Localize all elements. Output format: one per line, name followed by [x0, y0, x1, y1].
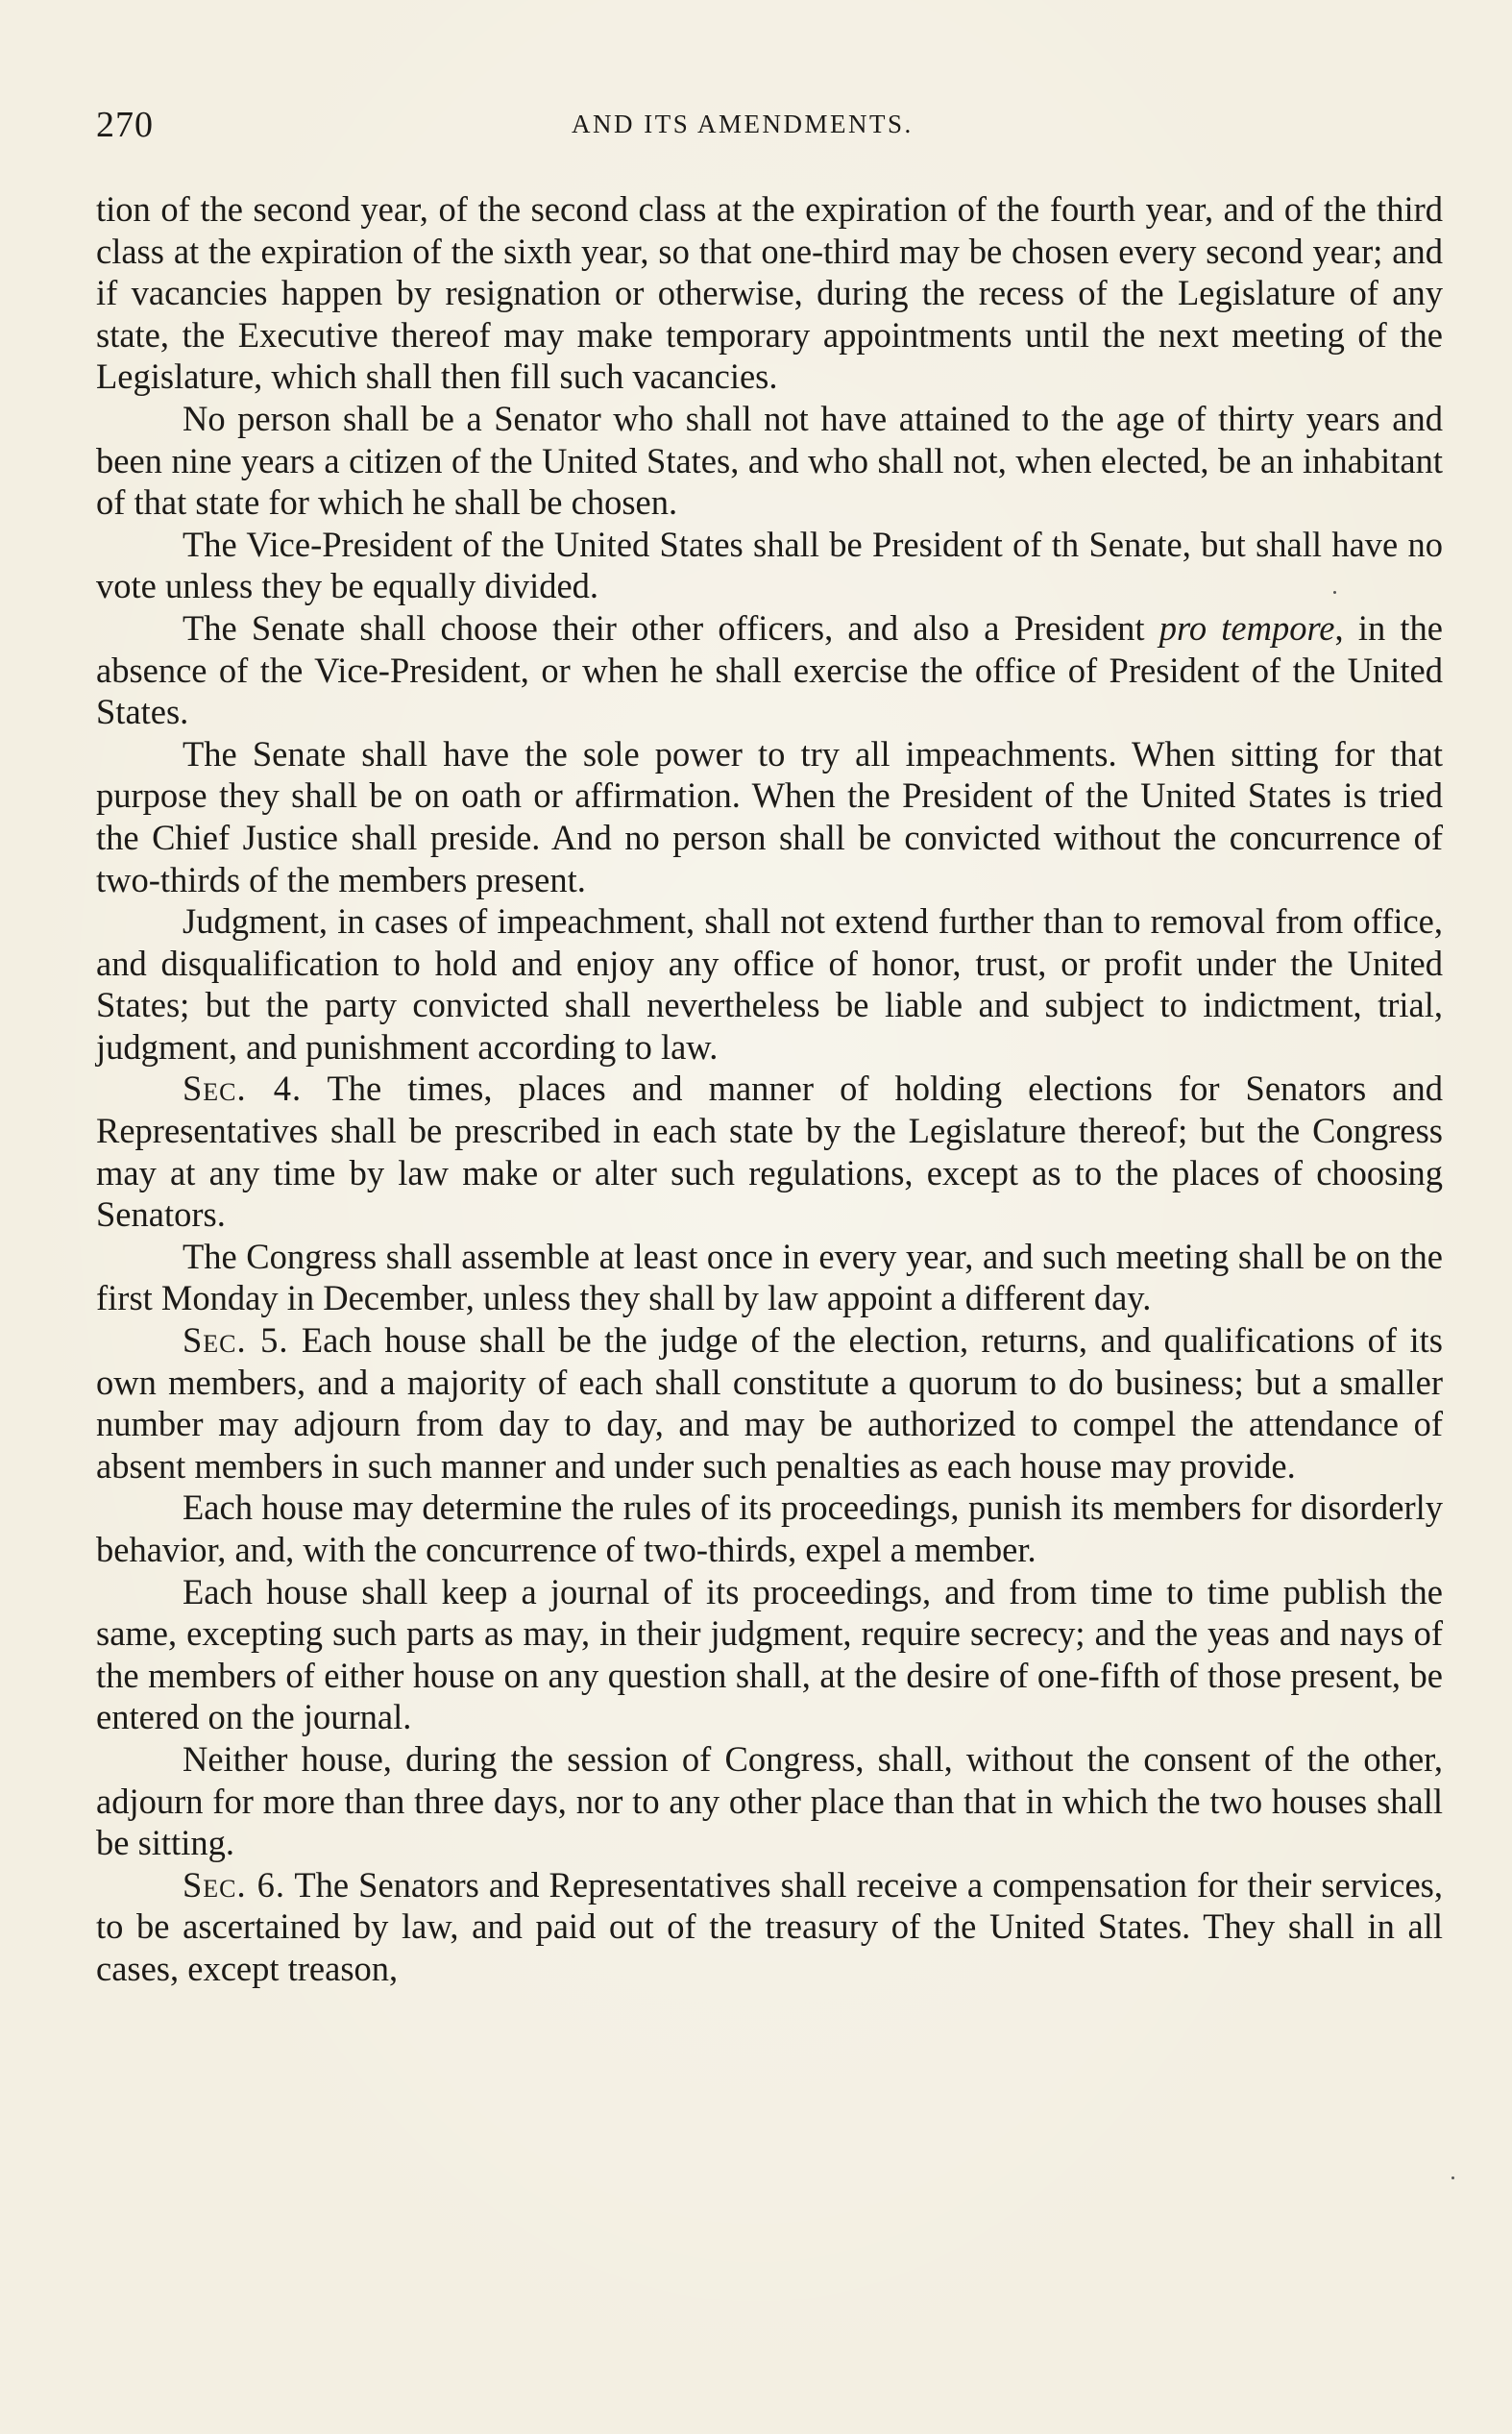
paragraph: [96, 607, 1443, 733]
running-header: [96, 104, 1441, 152]
paragraph: [96, 900, 1443, 1068]
paragraph-text: Judgment, in cases of impeachment, shall not extend further than to removal from office, and disqualification to hold and enjoy any office of honor, trust, or profit under the United States; but the party convicted shall nevertheless be liable and subject to indictment, trial, judgment, and punishment according to law.: [96, 901, 1443, 1067]
italic-phrase: pro tempore: [1158, 607, 1335, 648]
print-speck: [1333, 591, 1336, 594]
paragraph: [96, 733, 1443, 900]
section-label: Sec. 6.: [183, 1864, 286, 1905]
paragraph-text: The Senate shall have the sole power to try all impeachments. When sitting for that purpose they shall be on oath or affirmation. When the President of the United States is tried the Chief Justice shall preside. And no person shall be convicted without the concurrence of two-thirds of the members present.: [96, 733, 1443, 899]
paragraph-text: No person shall be a Senator who shall not have attained to the age of thirty years and been nine years a citizen of the United States, and who shall not, when elected, be an inhabitant of that state for which he shall be chosen.: [96, 398, 1443, 523]
section-paragraph: [96, 1864, 1443, 1990]
paragraph-text: The Congress shall assemble at least once in every year, and such meeting shall be on the first Monday in December, unless they shall by law appoint a different day.: [96, 1236, 1443, 1318]
paragraph: [96, 188, 1443, 398]
section-paragraph: [96, 1319, 1443, 1487]
section-label: Sec. 4.: [183, 1069, 303, 1109]
paragraph-text: Each house may determine the rules of its proceedings, punish its members for disorderly behavior, and, with the concurrence of two-thirds, expel a member.: [96, 1487, 1443, 1569]
section-paragraph: [96, 1068, 1443, 1235]
paragraph-text: Each house shall keep a journal of its proceedings, and from time to time publish the same, excepting such parts as may, in their judgment, require secrecy; and the yeas and nays of the members of either house on any question shall, at the desire of one-fifth of those present, be entered on the journal.: [96, 1571, 1443, 1737]
paragraph: [96, 1738, 1443, 1864]
paragraph-text: The times, places and manner of holding elections for Senators and Representatives shall be prescribed in each state by the Legislature thereof; but the Congress may at any time by law make or alter such regulations, except as to the places of choosing Senators.: [96, 1069, 1444, 1235]
paragraph-text: Each house shall be the judge of the election, returns, and qualifications of its own members, and a majority of each shall constitute a quorum to do business; but a smaller number may adjourn from day to day, and may be authorized to compel the attendance of absent members in such manner and under such penalties as each house may provide.: [96, 1320, 1443, 1486]
paragraph: [96, 398, 1443, 524]
paragraph: [96, 524, 1443, 607]
paragraph-text: The Vice-President of the United States shall be President of th Senate, but shall have no vote unless they be equally divided.: [96, 524, 1443, 606]
page-number: 270: [96, 105, 154, 145]
paragraph-text: The Senate shall choose their other officers, and also a President pro tempore, in the absence of the Vice-President, or when he shall exercise the office of President of the United States.: [96, 607, 1443, 732]
paragraph: [96, 1487, 1443, 1570]
paragraph: [96, 1571, 1443, 1738]
body-text: [96, 188, 1443, 1990]
paragraph-text: tion of the second year, of the second class at the expiration of the fourth year, and of the third class at the expiration of the sixth year, so that one-third may be chosen every second year; and if vacancies happen by resignation or otherwise, during the recess of the Legislature of any state, the Executive thereof may make temporary appointments until the next meeting of the Legislature, which shall then fill such vacancies.: [96, 189, 1443, 397]
running-title: AND ITS AMENDMENTS.: [572, 110, 914, 138]
paragraph: [96, 1236, 1443, 1319]
section-label: Sec. 5.: [183, 1320, 289, 1361]
paragraph-text: The Senators and Representatives shall receive a compensation for their services, to be ascertained by law, and paid out of the treasury of the United States. They shall in all cases, except treason,: [96, 1864, 1443, 1988]
print-speck: [1451, 2176, 1454, 2179]
paragraph-text: Neither house, during the session of Congress, shall, without the consent of the other, adjourn for more than three days, nor to any other place than that in which the two houses shall be sitting.: [96, 1738, 1443, 1863]
